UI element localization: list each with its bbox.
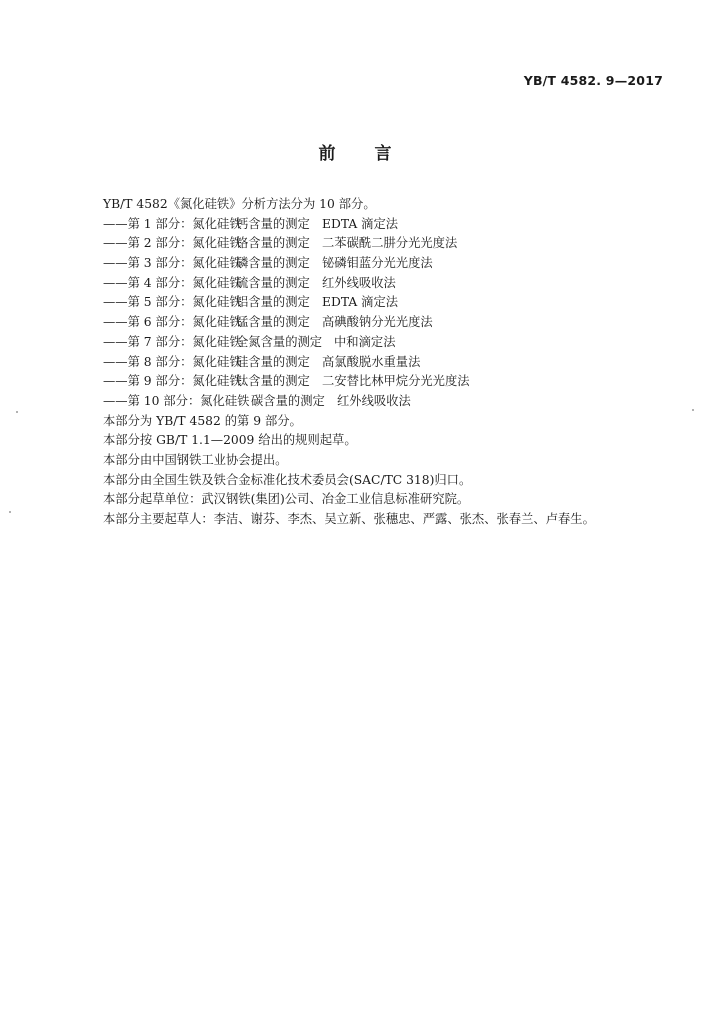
part-item: 碳含量的测定: [251, 393, 325, 408]
part-method: EDTA 滴定法: [322, 295, 399, 310]
list-item-part-4: [103, 274, 683, 294]
part-label: ——第 2 部分：氮化硅铁: [103, 236, 242, 251]
list-item-part-8: [103, 353, 683, 373]
statement-part-number: 本部分为 YB/T 4582 的第 9 部分。: [103, 413, 302, 428]
list-item-part-1: [103, 215, 683, 235]
list-item-part-10: [103, 392, 683, 412]
part-item: 硫含量的测定: [236, 275, 310, 290]
statement-drafters: 本部分主要起草人：李洁、谢芬、李杰、吴立新、张穗忠、严露、张杰、张春兰、卢春生。: [103, 512, 595, 526]
list-item-part-5: [103, 293, 683, 313]
statement-committee: 本部分由全国生铁及铁合金标准化技术委员会(SAC/TC 318)归口。: [103, 472, 472, 487]
statement-drafting-rules: 本部分按 GB/T 1.1—2009 给出的规则起草。: [103, 433, 357, 448]
part-item: 全氮含量的测定: [236, 334, 323, 349]
scan-speck: [692, 409, 694, 411]
part-item: 硅含量的测定: [236, 354, 310, 369]
part-method: 红外线吸收法: [322, 275, 396, 290]
part-label: ——第 7 部分：氮化硅铁: [103, 334, 242, 349]
scan-speck: [9, 511, 11, 513]
part-item: 铬含量的测定: [236, 236, 310, 251]
part-method: EDTA 滴定法: [322, 216, 399, 231]
part-label: ——第 5 部分：氮化硅铁: [103, 295, 242, 310]
document-number: YB/T 4582. 9—2017: [523, 73, 663, 88]
part-label: ——第 10 部分：氮化硅铁: [103, 393, 250, 408]
part-label: ——第 1 部分：氮化硅铁: [103, 216, 242, 231]
part-item: 钛含量的测定: [236, 374, 310, 389]
page-title: [0, 139, 711, 164]
title-char-2: 言: [374, 144, 393, 164]
part-label: ——第 8 部分：氮化硅铁: [103, 354, 242, 369]
scan-speck: [16, 411, 18, 413]
part-label: ——第 6 部分：氮化硅铁: [103, 315, 242, 330]
list-item-part-2: [103, 234, 683, 254]
part-method: 高氯酸脱水重量法: [322, 354, 421, 369]
title-char-1: 前: [318, 144, 337, 164]
part-method: 二安替比林甲烷分光光度法: [322, 374, 470, 389]
part-label: ——第 3 部分：氮化硅铁: [103, 256, 242, 271]
part-item: 钙含量的测定: [236, 216, 310, 231]
part-method: 二苯碳酰二肼分光光度法: [322, 236, 458, 251]
part-method: 中和滴定法: [334, 334, 396, 349]
list-item-part-9: [103, 372, 683, 392]
list-item-part-7: [103, 333, 683, 353]
part-method: 红外线吸收法: [337, 393, 411, 408]
part-item: 铝含量的测定: [236, 295, 310, 310]
intro-paragraph: YB/T 4582《氮化硅铁》分析方法分为 10 部分。: [103, 197, 376, 211]
statement-proposer: 本部分由中国钢铁工业协会提出。: [103, 452, 288, 467]
list-item-part-6: [103, 313, 683, 333]
part-item: 锰含量的测定: [236, 315, 310, 330]
part-method: 铋磷钼蓝分光光度法: [322, 256, 433, 271]
part-method: 高碘酸钠分光光度法: [322, 315, 433, 330]
part-item: 磷含量的测定: [236, 256, 310, 271]
part-label: ——第 4 部分：氮化硅铁: [103, 275, 242, 290]
foreword-body: [103, 195, 683, 530]
part-label: ——第 9 部分：氮化硅铁: [103, 374, 242, 389]
statement-drafting-units: 本部分起草单位：武汉钢铁(集团)公司、冶金工业信息标准研究院。: [103, 492, 470, 507]
list-item-part-3: [103, 254, 683, 274]
